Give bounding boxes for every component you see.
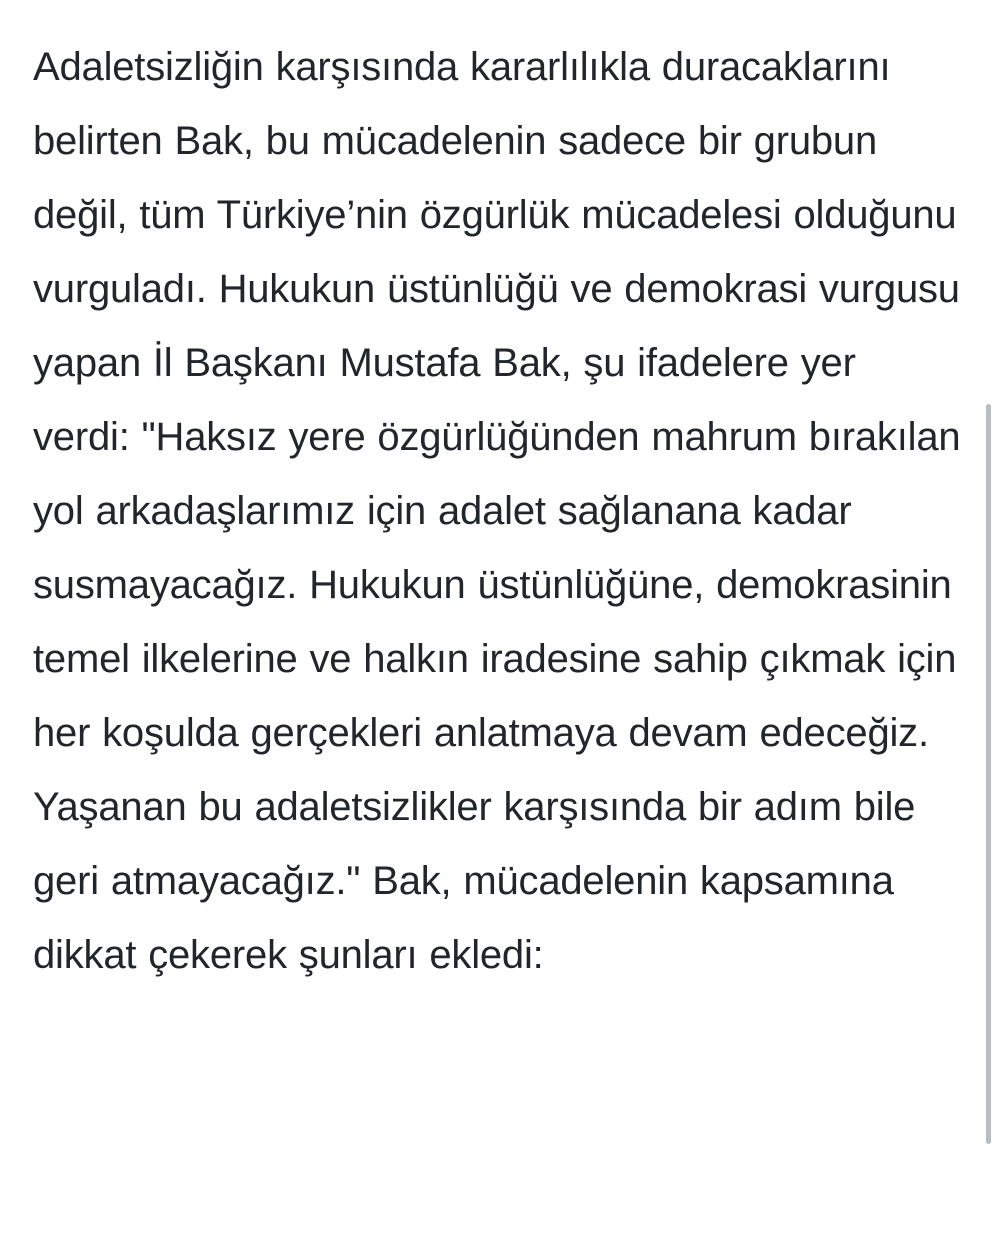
scrollbar-thumb[interactable] (986, 404, 991, 1144)
vertical-scrollbar[interactable] (988, 0, 996, 1236)
article-body-text: Adaletsizliğin karşısında kararlılıkla duracaklarını belirten Bak, bu mücadelenin sadece bir grubun değil, tüm Türkiye’nin özgürlük mücadelesi olduğunu vurguladı. Hukukun üstünlüğü ve demokrasi vurgusu yapan İl Başkanı Mustafa Bak, şu ifadelere yer verdi: "Haksız yere özgürlüğünden mahrum bırakılan yol arkadaşlarımız için adalet sağlanana kadar susmayacağız. Hukukun üstünlüğüne, demokrasinin temel ilkelerine ve halkın iradesine sahip çıkmak için her koşulda gerçekleri anlatmaya devam edeceğiz. Yaşanan bu adaletsizlikler karşısında bir adım bile geri atmayacağız." Bak, mücadelenin kapsamına dikkat çekerek şunları ekledi: (33, 45, 973, 977)
